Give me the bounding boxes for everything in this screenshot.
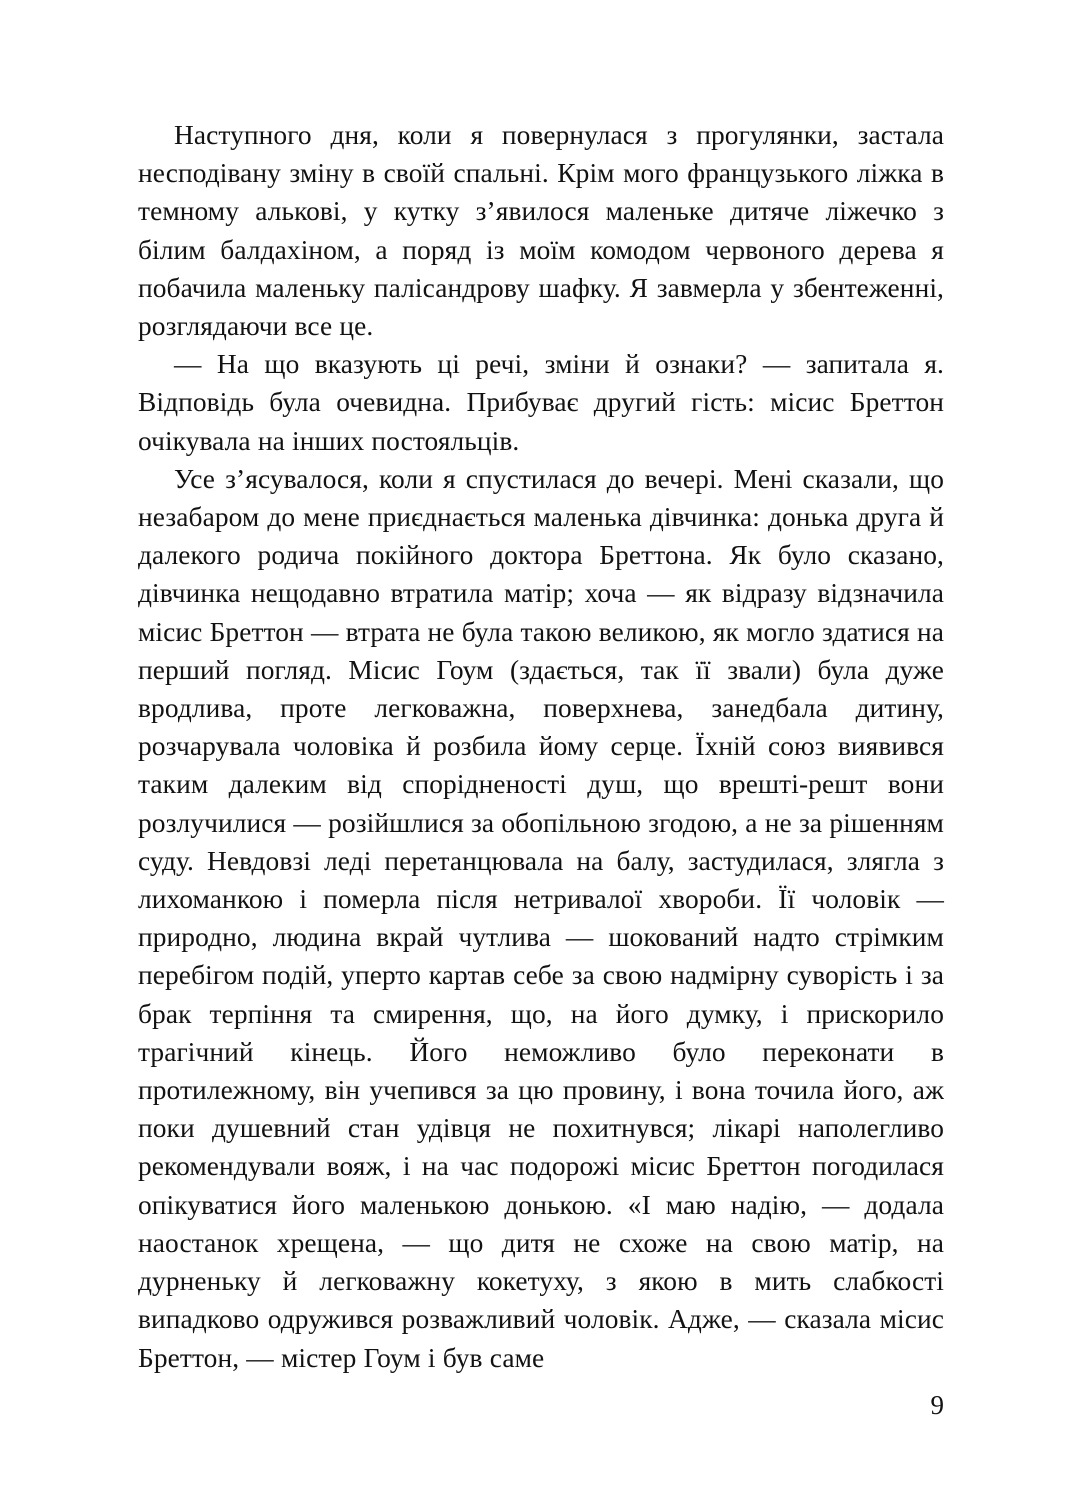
body-text-block	[138, 116, 944, 1377]
paragraph-3: Усе з’ясувалося, коли я спустилася до вечері. Мені сказали, що незабаром до мене приєднається маленька дівчинка: донька друга й далекого родича покійного доктора Бреттона. Як було сказано, дівчинка нещодавно втратила матір; хоча — як відразу відзначила місис Бреттон — втрата не була такою великою, як могло здатися на перший погляд. Місис Гоум (здається, так її звали) була дуже вродлива, проте легковажна, поверхнева, занедбала дитину, розчарувала чоловіка й розбила йому серце. Їхній союз виявився таким далеким від спорідненості душ, що врешті-решт вони розлучилися — розійшлися за обопільною згодою, а не за рішенням суду. Невдовзі леді перетанцювала на балу, застудилася, злягла з лихоманкою і померла після нетривалої хвороби. Її чоловік — природно, людина вкрай чутлива — шокований надто стрімким перебігом подій, уперто картав себе за свою надмірну суворість і за брак терпіння та смирення, що, на його думку, і прискорило трагічний кінець. Його неможливо було переконати в протилежному, він учепився за цю провину, і вона точила його, аж поки душевний стан удівця не похитнувся; лікарі наполегливо рекомендували вояж, і на час подорожі місис Бреттон погодилася опікуватися його маленькою донькою. «І маю надію, — додала наостанок хрещена, — що дитя не схоже на свою матір, на дурненьку й легковажну кокетуху, з якою в мить слабкості випадково одружився розважливий чоловік. Адже, — сказала місис Бреттон, — містер Гоум і був саме	[138, 463, 944, 1373]
page-number: 9	[930, 1390, 944, 1420]
paragraph-2: — На що вказують ці речі, зміни й ознаки? — запитала я. Відповідь була очевидна. Прибуває другий гість: місис Бреттон очікувала на інших постояльців.	[138, 349, 944, 456]
paragraph-1: Наступного дня, коли я повернулася з прогулянки, застала несподівану зміну в своїй спальні. Крім мого французького ліжка в темному алькові, у кутку з’явилося маленьке дитяче ліжечко з білим балдахіном, а поряд із моїм комодом червоного дерева я побачила маленьку палісандрову шафку. Я завмерла у збентеженні, розглядаючи все це.	[138, 120, 944, 342]
